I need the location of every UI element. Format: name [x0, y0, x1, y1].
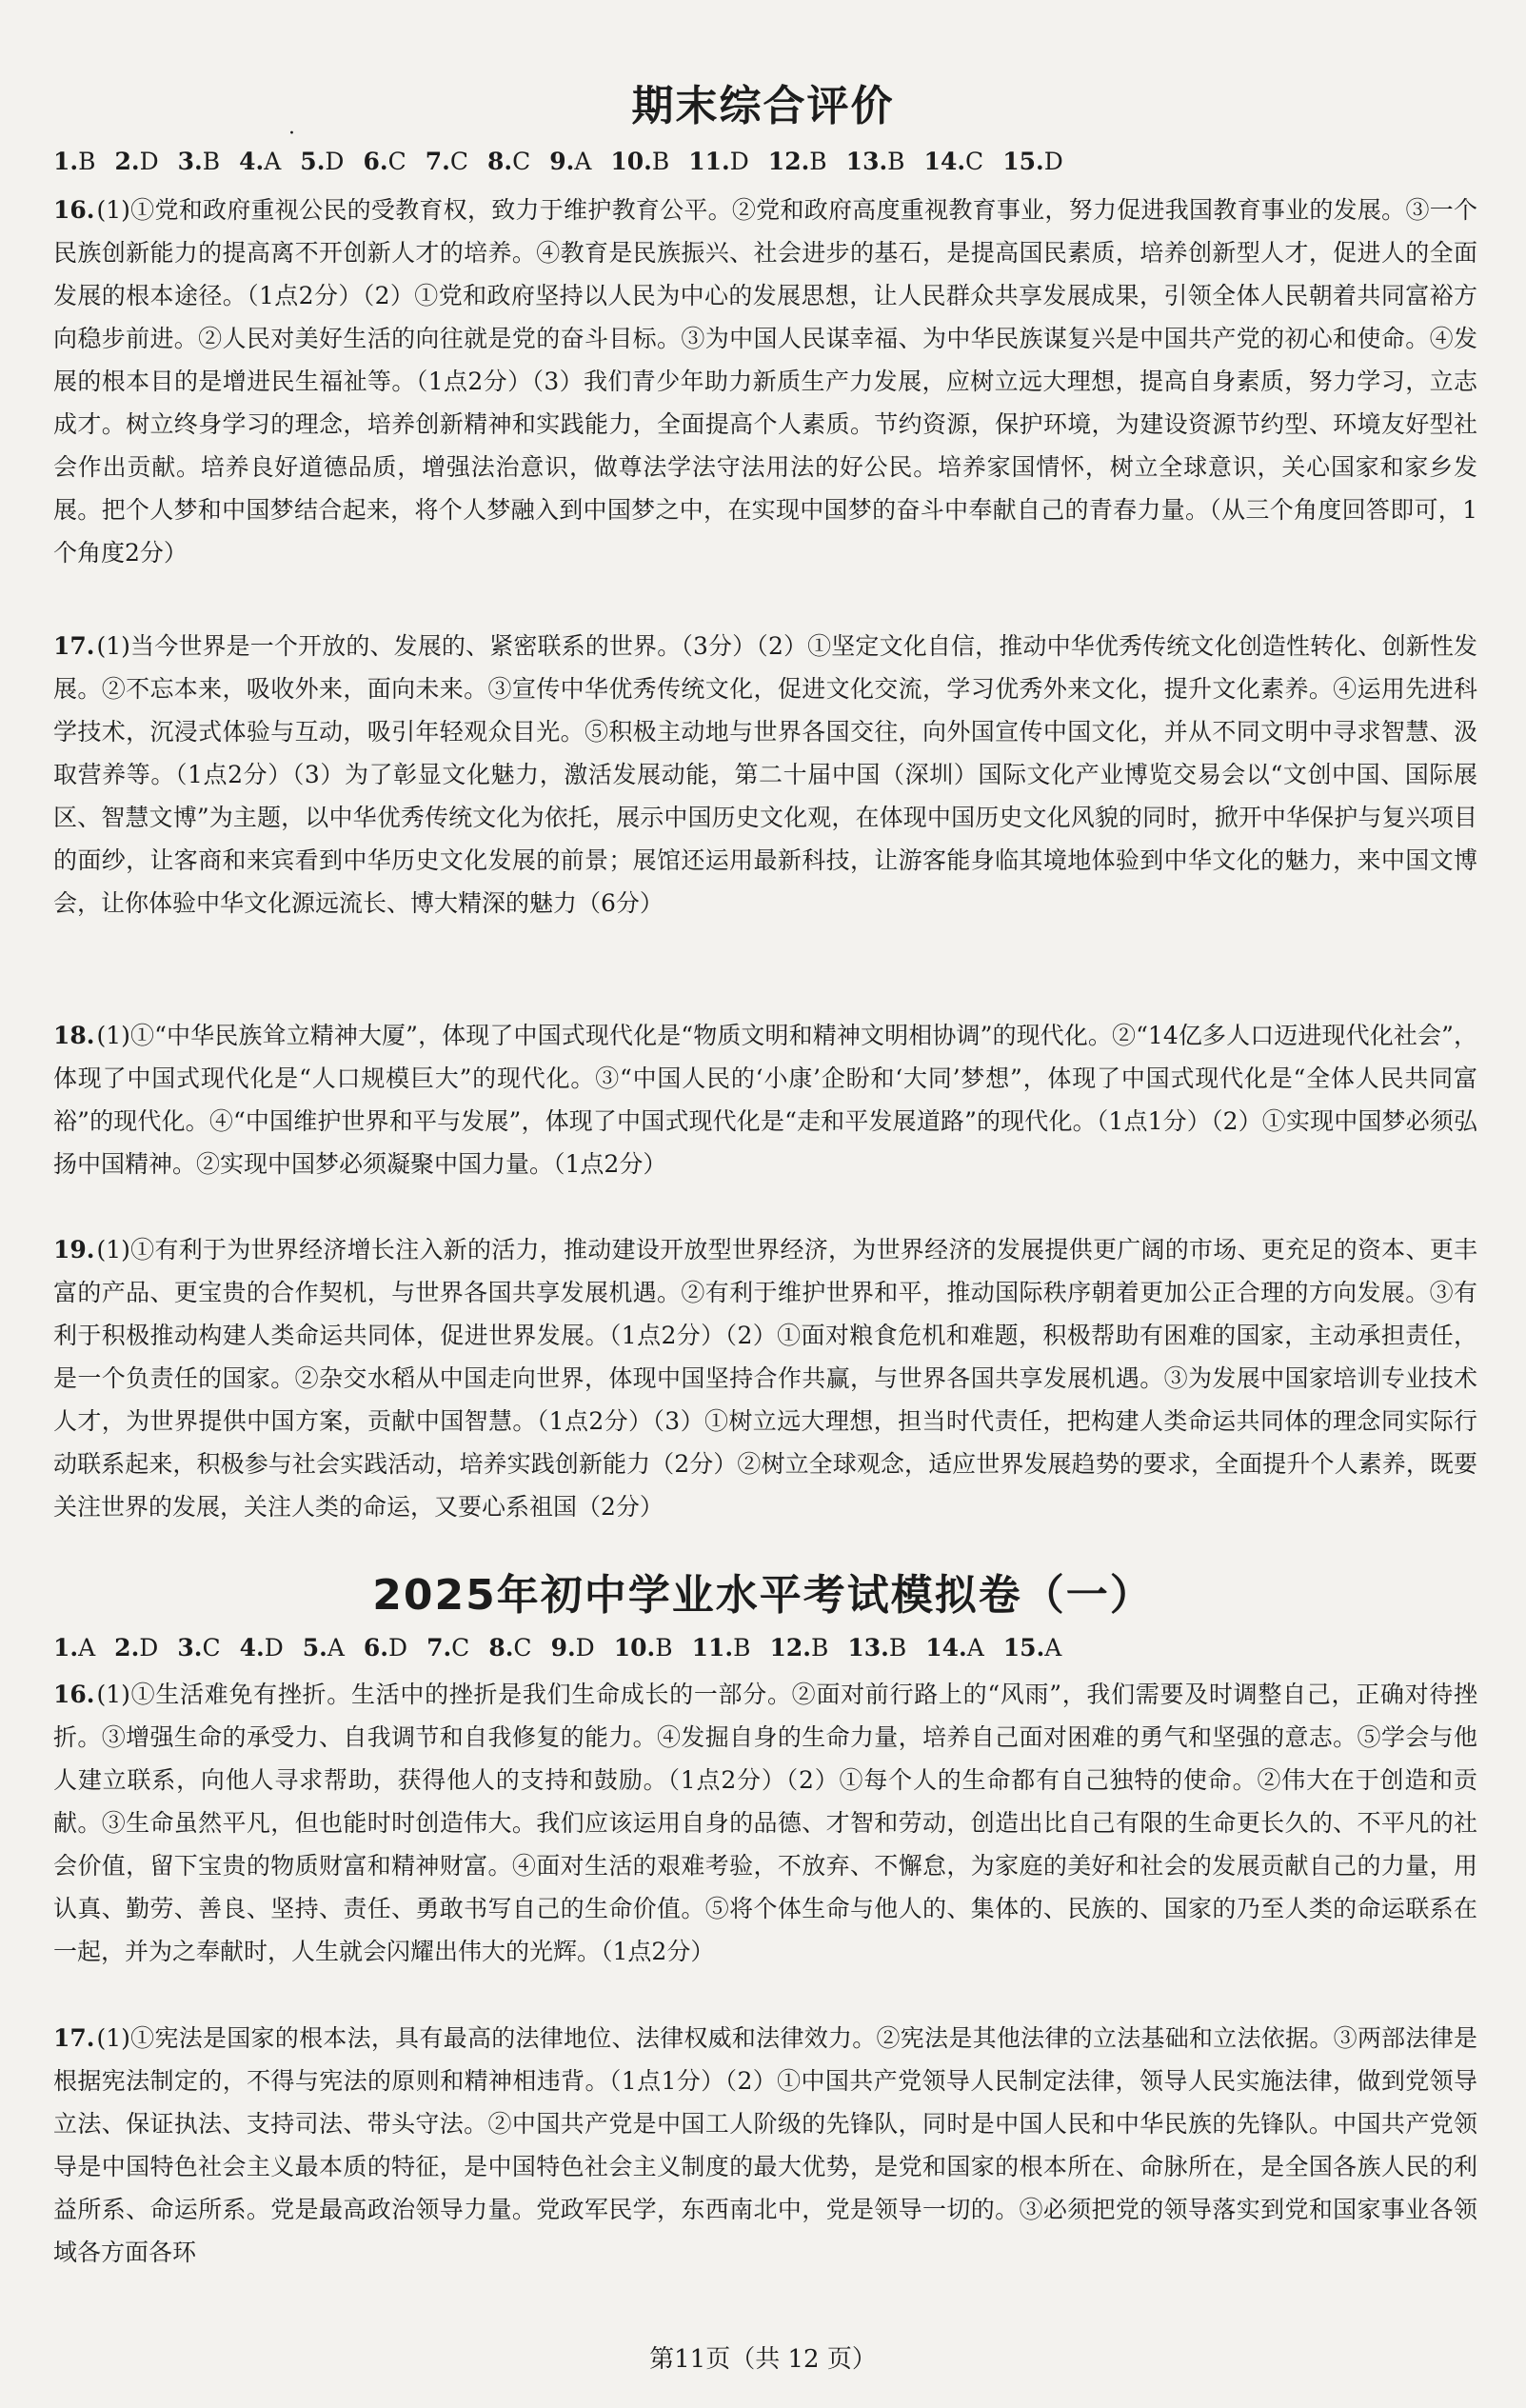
choice-letter: A [966, 1634, 984, 1662]
question-number: 16. [53, 1681, 95, 1708]
question-number: 17. [53, 632, 95, 660]
choice-answer [114, 1634, 158, 1662]
choice-answer [240, 1634, 284, 1662]
choice-answer [688, 148, 749, 175]
choice-letter: C [513, 1634, 532, 1662]
choice-number: 5. [302, 1634, 327, 1662]
answer-text: (1)①生活难免有挫折。生活中的挫折是我们生命成长的一部分。②面对前行路上的“风雨”，我们需要及时调整自己，正确对待挫折。③增强生命的承受力、自我调节和自我修复的能力。④发掘自身的生命力量，培养自己面对困难的勇气和坚强的意志。⑤学会与他人建立联系，向他人寻求帮助，获得他人的支持和鼓励。（1点2分）（2）①每个人的生命都有自己独特的使命。②伟大在于创造和贡献。③生命虽然平凡，但也能时时创造伟大。我们应该运用自身的品德、才智和劳动，创造出比自己有限的生命更长久的、不平凡的社会价值，留下宝贵的物质财富和精神财富。④面对生活的艰难考验，不放弃、不懈怠，为家庭的美好和社会的发展贡献自己的力量，用认真、勤劳、善良、坚持、责任、勇敢书写自己的生命价值。⑤将个体生命与他人的、集体的、民族的、国家的乃至人类的命运联系在一起，并为之奉献时，人生就会闪耀出伟大的光辉。（1点2分） [53, 1681, 1477, 1965]
choice-letter: D [729, 148, 749, 175]
choice-letter: C [449, 148, 468, 175]
choice-letter: C [965, 148, 984, 175]
choice-answer [924, 148, 984, 175]
choice-answer [363, 148, 406, 175]
choice-number: 1. [53, 148, 79, 175]
choice-number: 15. [1002, 148, 1044, 175]
choice-answer [114, 148, 158, 175]
choice-answer [488, 1634, 531, 1662]
choice-number: 1. [53, 1634, 79, 1662]
choice-number: 8. [488, 1634, 514, 1662]
answer-text: (1)当今世界是一个开放的、发展的、紧密联系的世界。（3分）（2）①坚定文化自信，推动中华优秀传统文化创造性转化、创新性发展。②不忘本来，吸收外来，面向未来。③宣传中华优秀传统文化，促进文化交流，学习优秀外来文化，提升文化素养。④运用先进科学技术，沉浸式体验与互动，吸引年轻观众目光。⑤积极主动地与世界各国交往，向外国宣传中国文化，并从不同文明中寻求智慧、汲取营养等。（1点2分）（3）为了彰显文化魅力，激活发展动能，第二十届中国（深圳）国际文化产业博览交易会以“文创中国、国际展区、智慧文博”为主题，以中华优秀传统文化为依托，展示中国历史文化观，在体现中国历史文化风貌的同时，掀开中华保护与复兴项目的面纱，让客商和来宾看到中华历史文化发展的前景；展馆还运用最新科技，让游客能身临其境地体验到中华文化的魅力，来中国文博会，让你体验中华文化源远流长、博大精深的魅力（6分） [53, 632, 1477, 917]
choice-number: 10. [610, 148, 652, 175]
question-16-answer [53, 1673, 1477, 2016]
choice-number: 12. [767, 148, 810, 175]
choice-answer [610, 148, 669, 175]
choice-letter: D [264, 1634, 284, 1662]
choice-number: 11. [688, 148, 730, 175]
choice-number: 7. [425, 148, 450, 175]
choice-answer [300, 148, 344, 175]
choice-letter: B [888, 1634, 907, 1662]
choice-number: 12. [769, 1634, 811, 1662]
choice-letter: C [451, 1634, 470, 1662]
choice-letter: B [733, 1634, 751, 1662]
answer-text: (1)①党和政府重视公民的受教育权，致力于维护教育公平。②党和政府高度重视教育事业，努力促进我国教育事业的发展。③一个民族创新能力的提高离不开创新人才的培养。④教育是民族振兴、社会进步的基石，是提高国民素质，培养创新型人才，促进人的全面发展的根本途径。（1点2分）（2）①党和政府坚持以人民为中心的发展思想，让人民群众共享发展成果，引领全体人民朝着共同富裕方向稳步前进。②人民对美好生活的向往就是党的奋斗目标。③为中国人民谋幸福、为中华民族谋复兴是中国共产党的初心和使命。④发展的根本目的是增进民生福祉等。（1点2分）（3）我们青少年助力新质生产力发展，应树立远大理想，提高自身素质，努力学习，立志成才。树立终身学习的理念，培养创新精神和实践能力，全面提高个人素质。节约资源，保护环境，为建设资源节约型、环境友好型社会作出贡献。培养良好道德品质，增强法治意识，做尊法学法守法用法的好公民。培养家国情怀，树立全球意识，关心国家和家乡发展。把个人梦和中国梦结合起来，将个人梦融入到中国梦之中，在实现中国梦的奋斗中奉献自己的青春力量。（从三个角度回答即可，1个角度2分） [53, 196, 1477, 567]
choice-letter: D [139, 1634, 159, 1662]
choice-answer [53, 148, 95, 175]
choice-number: 15. [1002, 1634, 1045, 1662]
choice-number: 14. [925, 1634, 967, 1662]
choice-answer [364, 1634, 407, 1662]
choice-letter: B [651, 148, 670, 175]
section-title-final-review: 期末综合评价 [631, 82, 895, 130]
choice-letter: A [574, 148, 592, 175]
choice-letter: C [202, 1634, 221, 1662]
choice-answer [178, 148, 220, 175]
choice-answer [551, 1634, 595, 1662]
choice-number: 6. [363, 148, 388, 175]
question-17-answer [53, 2017, 1477, 2317]
choice-letter: B [809, 148, 827, 175]
choice-number: 8. [486, 148, 513, 175]
choice-number: 9. [550, 1634, 576, 1662]
choice-answer [239, 148, 281, 175]
choice-letter: D [325, 148, 345, 175]
choice-letter: B [887, 148, 905, 175]
choice-answers-row [53, 1631, 1481, 1665]
choice-letter: C [512, 148, 531, 175]
section-title-mock-exam: 2025年初中学业水平考试模拟卷（一） [372, 1571, 1154, 1620]
choice-number: 13. [847, 1634, 889, 1662]
choice-letter: D [575, 1634, 595, 1662]
choice-number: 2. [114, 1634, 140, 1662]
choice-answer [769, 1634, 828, 1662]
choice-letter: A [1044, 1634, 1062, 1662]
choice-letter: C [387, 148, 406, 175]
choice-number: 10. [613, 1634, 656, 1662]
choice-letter: D [388, 1634, 408, 1662]
choice-answer [1002, 148, 1063, 175]
choice-number: 4. [239, 148, 265, 175]
question-18-answer [53, 1014, 1477, 1228]
question-number: 18. [53, 1022, 95, 1049]
choice-letter: A [78, 1634, 96, 1662]
choice-letter: B [202, 148, 221, 175]
answer-text: (1)①有利于为世界经济增长注入新的活力，推动建设开放型世界经济，为世界经济的发展提供更广阔的市场、更充足的资本、更丰富的产品、更宝贵的合作契机，与世界各国共享发展机遇。②有利于维护世界和平，推动国际秩序朝着更加公正合理的方向发展。③有利于积极推动构建人类命运共同体，促进世界发展。（1点2分）（2）①面对粮食危机和难题，积极帮助有困难的国家，主动承担责任，是一个负责任的国家。②杂交水稻从中国走向世界，体现中国坚持合作共赢，与世界各国共享发展机遇。③为发展中国家培训专业技术人才，为世界提供中国方案，贡献中国智慧。（1点2分）（3）①树立远大理想，担当时代责任，把构建人类命运共同体的理念同实际行动联系起来，积极参与社会实践活动，培养实践创新能力（2分）②树立全球观念，适应世界发展趋势的要求，全面提升个人素养，既要关注世界的发展，关注人类的命运，又要心系祖国（2分） [53, 1236, 1477, 1521]
choice-letter: D [139, 148, 159, 175]
choice-letter: A [264, 148, 282, 175]
choice-answer [177, 1634, 220, 1662]
choice-number: 3. [177, 1634, 203, 1662]
choice-answer [549, 148, 591, 175]
choice-number: 13. [845, 148, 888, 175]
question-number: 19. [53, 1236, 95, 1264]
choice-answer [303, 1634, 345, 1662]
page-number-footer: 第11页（共 12 页） [649, 2345, 877, 2374]
choice-number: 9. [549, 148, 575, 175]
question-16-answer [53, 189, 1477, 617]
question-17-answer [53, 625, 1477, 1010]
choice-letter: B [810, 1634, 829, 1662]
choice-letter: A [327, 1634, 345, 1662]
choice-answer [614, 1634, 673, 1662]
choice-answers-row [53, 145, 1481, 179]
answer-text: (1)①宪法是国家的根本法，具有最高的法律地位、法律权威和法律效力。②宪法是其他法律的立法基础和立法依据。③两部法律是根据宪法制定的，不得与宪法的原则和精神相违背。（1点1分）（2）①中国共产党领导人民制定法律，领导人民实施法律，做到党领导立法、保证执法、支持司法、带头守法。②中国共产党是中国工人阶级的先锋队，同时是中国人民和中华民族的先锋队。中国共产党领导是中国特色社会主义最本质的特征，是中国特色社会主义制度的最大优势，是党和国家的根本所在、命脉所在，是全国各族人民的利益所系、命运所系。党是最高政治领导力量。党政军民学，东西南北中，党是领导一切的。③必须把党的领导落实到党和国家事业各领域各方面各环 [53, 2024, 1477, 2266]
choice-answer [1003, 1634, 1062, 1662]
choice-answer [847, 1634, 906, 1662]
choice-answer [53, 1634, 95, 1662]
choice-answer [426, 1634, 469, 1662]
choice-answer [426, 148, 468, 175]
choice-answer [768, 148, 827, 175]
question-19-answer [53, 1228, 1477, 1571]
scan-dot: · [288, 122, 295, 146]
choice-answer [692, 1634, 751, 1662]
choice-answer [925, 1634, 984, 1662]
choice-number: 5. [300, 148, 326, 175]
question-number: 17. [53, 2024, 95, 2052]
answer-text: (1)①“中华民族耸立精神大厦”，体现了中国式现代化是“物质文明和精神文明相协调”的现代化。②“14亿多人口迈进现代化社会”，体现了中国式现代化是“人口规模巨大”的现代化。③“中国人民的‘小康’企盼和‘大同’梦想”，体现了中国式现代化是“全体人民共同富裕”的现代化。④“中国维护世界和平与发展”，体现了中国式现代化是“走和平发展道路”的现代化。（1点1分）（2）①实现中国梦必须弘扬中国精神。②实现中国梦必须凝聚中国力量。（1点2分） [53, 1022, 1477, 1178]
choice-letter: B [78, 148, 96, 175]
choice-number: 6. [363, 1634, 389, 1662]
question-number: 16. [53, 196, 95, 224]
choice-number: 2. [114, 148, 140, 175]
choice-number: 14. [923, 148, 966, 175]
choice-answer [487, 148, 530, 175]
choice-number: 7. [426, 1634, 452, 1662]
choice-letter: D [1043, 148, 1063, 175]
choice-number: 3. [177, 148, 203, 175]
choice-answer [846, 148, 905, 175]
choice-number: 11. [691, 1634, 734, 1662]
choice-letter: B [655, 1634, 673, 1662]
choice-number: 4. [239, 1634, 265, 1662]
